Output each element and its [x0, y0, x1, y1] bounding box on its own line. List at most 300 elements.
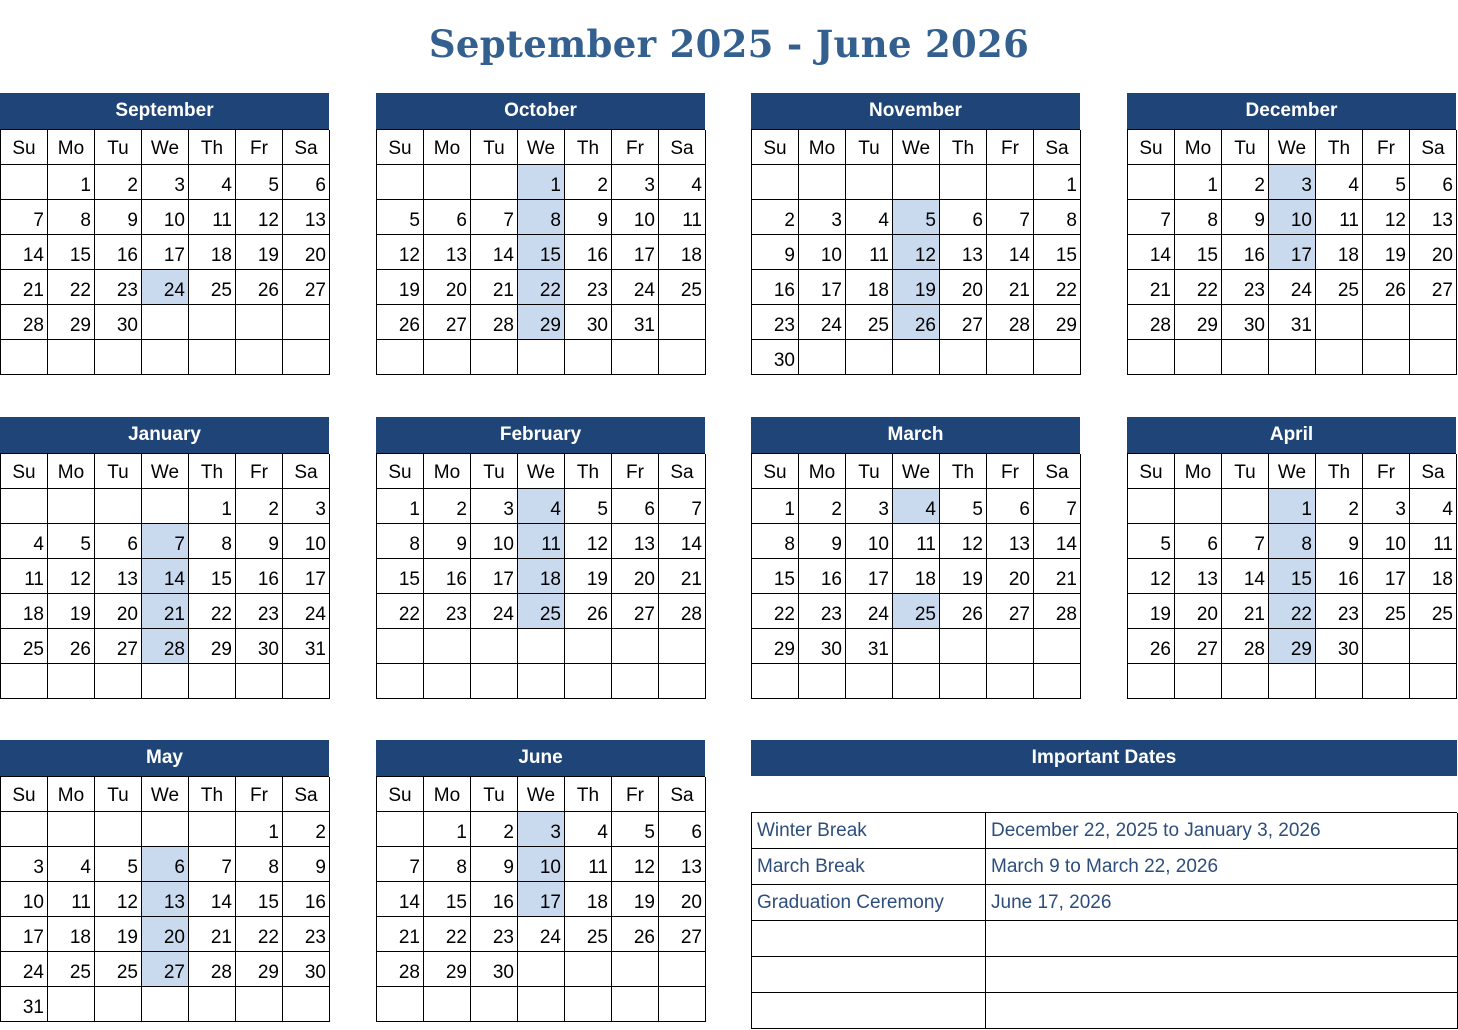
- day-cell: 23: [236, 594, 283, 629]
- important-dates-panel: [751, 740, 1457, 1029]
- empty-day-cell: [1363, 305, 1410, 340]
- month-june: [376, 740, 705, 1022]
- day-cell: 12: [565, 524, 612, 559]
- month-days-grid: [376, 453, 705, 699]
- day-cell: 31: [612, 305, 659, 340]
- empty-day-cell: [283, 987, 330, 1022]
- event-name-cell: [752, 993, 986, 1029]
- day-cell: 30: [1222, 305, 1269, 340]
- day-cell: 12: [377, 235, 424, 270]
- day-cell: 31: [283, 629, 330, 664]
- day-cell: 20: [612, 559, 659, 594]
- empty-day-cell: [1034, 340, 1081, 375]
- day-cell: 22: [189, 594, 236, 629]
- empty-day-cell: [1128, 340, 1175, 375]
- empty-day-cell: [1128, 489, 1175, 524]
- day-cell: 30: [1316, 629, 1363, 664]
- day-cell: 8: [377, 524, 424, 559]
- day-cell: 23: [283, 917, 330, 952]
- weekday-header: Th: [565, 130, 612, 165]
- empty-day-cell: [1034, 629, 1081, 664]
- day-cell: 7: [471, 200, 518, 235]
- day-cell: 16: [1222, 235, 1269, 270]
- day-cell: 8: [48, 200, 95, 235]
- day-cell: 21: [377, 917, 424, 952]
- day-cell: 21: [189, 917, 236, 952]
- day-cell: 24: [1269, 270, 1316, 305]
- day-cell: 13: [142, 882, 189, 917]
- empty-day-cell: [659, 340, 706, 375]
- day-cell: 10: [799, 235, 846, 270]
- empty-day-cell: [518, 629, 565, 664]
- day-cell: 16: [424, 559, 471, 594]
- day-cell: 7: [987, 200, 1034, 235]
- month-march: [751, 417, 1080, 699]
- day-cell: 26: [377, 305, 424, 340]
- empty-day-cell: [95, 489, 142, 524]
- day-cell: 17: [1363, 559, 1410, 594]
- day-cell: 14: [1, 235, 48, 270]
- empty-day-cell: [95, 340, 142, 375]
- day-cell: 5: [612, 812, 659, 847]
- weekday-header: Fr: [987, 130, 1034, 165]
- day-cell: 1: [424, 812, 471, 847]
- empty-day-cell: [1034, 664, 1081, 699]
- weekday-header: We: [893, 130, 940, 165]
- weekday-header: Th: [1316, 454, 1363, 489]
- day-cell: 12: [48, 559, 95, 594]
- event-date-cell: [986, 993, 1458, 1029]
- day-cell: 29: [236, 952, 283, 987]
- empty-day-cell: [48, 340, 95, 375]
- day-cell: 14: [659, 524, 706, 559]
- empty-day-cell: [1175, 664, 1222, 699]
- weekday-header: Mo: [424, 454, 471, 489]
- event-name-cell: Graduation Ceremony: [752, 885, 986, 921]
- day-cell: 4: [48, 847, 95, 882]
- day-cell: 12: [95, 882, 142, 917]
- day-cell: 10: [1269, 200, 1316, 235]
- day-cell: 27: [283, 270, 330, 305]
- day-cell: 5: [48, 524, 95, 559]
- empty-day-cell: [659, 629, 706, 664]
- day-cell: 30: [565, 305, 612, 340]
- day-cell: 17: [799, 270, 846, 305]
- day-cell: 23: [1222, 270, 1269, 305]
- month-days-grid: [376, 776, 705, 1022]
- day-cell: 7: [142, 524, 189, 559]
- day-cell: 27: [659, 917, 706, 952]
- weekday-header: Sa: [1034, 454, 1081, 489]
- weekday-header: We: [142, 130, 189, 165]
- weekday-header: Mo: [48, 454, 95, 489]
- weekday-header: Fr: [612, 777, 659, 812]
- weekday-header: We: [142, 454, 189, 489]
- day-cell: 17: [471, 559, 518, 594]
- empty-day-cell: [189, 812, 236, 847]
- month-header: June: [376, 740, 705, 776]
- empty-day-cell: [518, 340, 565, 375]
- day-cell: 22: [518, 270, 565, 305]
- day-cell: 20: [940, 270, 987, 305]
- empty-day-cell: [377, 629, 424, 664]
- weekday-header: Fr: [236, 454, 283, 489]
- day-cell: 10: [1363, 524, 1410, 559]
- empty-day-cell: [377, 987, 424, 1022]
- day-cell: 19: [1363, 235, 1410, 270]
- weekday-header: Tu: [1222, 454, 1269, 489]
- day-cell: 22: [377, 594, 424, 629]
- empty-day-cell: [612, 664, 659, 699]
- month-header: September: [0, 93, 329, 129]
- day-cell: 12: [940, 524, 987, 559]
- day-cell: 17: [1, 917, 48, 952]
- empty-day-cell: [1363, 629, 1410, 664]
- empty-day-cell: [1363, 340, 1410, 375]
- day-cell: 13: [1175, 559, 1222, 594]
- day-cell: 13: [283, 200, 330, 235]
- day-cell: 23: [565, 270, 612, 305]
- day-cell: 25: [1316, 270, 1363, 305]
- empty-day-cell: [659, 305, 706, 340]
- day-cell: 15: [1269, 559, 1316, 594]
- day-cell: 24: [612, 270, 659, 305]
- day-cell: 11: [1410, 524, 1457, 559]
- empty-day-cell: [752, 165, 799, 200]
- day-cell: 8: [424, 847, 471, 882]
- weekday-header: Sa: [1410, 454, 1457, 489]
- month-february: [376, 417, 705, 699]
- day-cell: 2: [799, 489, 846, 524]
- day-cell: 1: [1269, 489, 1316, 524]
- weekday-header: Su: [1128, 454, 1175, 489]
- weekday-header: Fr: [987, 454, 1034, 489]
- day-cell: 10: [142, 200, 189, 235]
- day-cell: 9: [1316, 524, 1363, 559]
- day-cell: 10: [612, 200, 659, 235]
- day-cell: 29: [1034, 305, 1081, 340]
- day-cell: 25: [1, 629, 48, 664]
- weekday-header: Sa: [283, 130, 330, 165]
- empty-day-cell: [142, 664, 189, 699]
- day-cell: 5: [95, 847, 142, 882]
- weekday-header: Th: [189, 130, 236, 165]
- day-cell: 14: [471, 235, 518, 270]
- day-cell: 23: [95, 270, 142, 305]
- empty-day-cell: [1316, 305, 1363, 340]
- weekday-header: Su: [377, 130, 424, 165]
- weekday-header: Sa: [659, 454, 706, 489]
- day-cell: 2: [1222, 165, 1269, 200]
- day-cell: 19: [377, 270, 424, 305]
- day-cell: 26: [940, 594, 987, 629]
- day-cell: 8: [1269, 524, 1316, 559]
- day-cell: 5: [565, 489, 612, 524]
- day-cell: 7: [1034, 489, 1081, 524]
- day-cell: 8: [752, 524, 799, 559]
- day-cell: 6: [95, 524, 142, 559]
- day-cell: 21: [1034, 559, 1081, 594]
- day-cell: 19: [95, 917, 142, 952]
- day-cell: 29: [1175, 305, 1222, 340]
- day-cell: 19: [565, 559, 612, 594]
- weekday-header: Mo: [1175, 454, 1222, 489]
- day-cell: 2: [471, 812, 518, 847]
- weekday-header: Mo: [48, 130, 95, 165]
- day-cell: 24: [1, 952, 48, 987]
- empty-day-cell: [612, 952, 659, 987]
- day-cell: 28: [987, 305, 1034, 340]
- empty-day-cell: [987, 340, 1034, 375]
- month-may: [0, 740, 329, 1022]
- day-cell: 2: [565, 165, 612, 200]
- day-cell: 7: [377, 847, 424, 882]
- weekday-header: Mo: [424, 130, 471, 165]
- weekday-header: Sa: [659, 130, 706, 165]
- weekday-header: Mo: [424, 777, 471, 812]
- event-name-cell: March Break: [752, 849, 986, 885]
- day-cell: 18: [1410, 559, 1457, 594]
- empty-day-cell: [236, 305, 283, 340]
- day-cell: 23: [752, 305, 799, 340]
- day-cell: 5: [893, 200, 940, 235]
- weekday-header: Th: [189, 454, 236, 489]
- day-cell: 29: [1269, 629, 1316, 664]
- day-cell: 3: [1363, 489, 1410, 524]
- day-cell: 18: [565, 882, 612, 917]
- day-cell: 15: [377, 559, 424, 594]
- day-cell: 7: [189, 847, 236, 882]
- weekday-header: We: [1269, 454, 1316, 489]
- empty-day-cell: [377, 165, 424, 200]
- day-cell: 12: [236, 200, 283, 235]
- empty-day-cell: [1175, 340, 1222, 375]
- month-january: [0, 417, 329, 699]
- day-cell: 17: [283, 559, 330, 594]
- day-cell: 31: [1, 987, 48, 1022]
- month-november: [751, 93, 1080, 375]
- day-cell: 15: [424, 882, 471, 917]
- day-cell: 16: [471, 882, 518, 917]
- empty-day-cell: [565, 629, 612, 664]
- day-cell: 26: [565, 594, 612, 629]
- empty-day-cell: [893, 340, 940, 375]
- empty-day-cell: [1410, 664, 1457, 699]
- day-cell: 15: [1034, 235, 1081, 270]
- empty-day-cell: [518, 952, 565, 987]
- weekday-header: We: [518, 777, 565, 812]
- empty-day-cell: [987, 165, 1034, 200]
- empty-day-cell: [1222, 489, 1269, 524]
- day-cell: 6: [1410, 165, 1457, 200]
- day-cell: 9: [424, 524, 471, 559]
- day-cell: 23: [1316, 594, 1363, 629]
- event-date-cell: June 17, 2026: [986, 885, 1458, 921]
- day-cell: 19: [612, 882, 659, 917]
- empty-day-cell: [940, 340, 987, 375]
- empty-day-cell: [1410, 305, 1457, 340]
- event-name-cell: [752, 957, 986, 993]
- day-cell: 1: [236, 812, 283, 847]
- important-dates-header: Important Dates: [751, 740, 1457, 776]
- month-april: [1127, 417, 1456, 699]
- weekday-header: Sa: [1410, 130, 1457, 165]
- day-cell: 29: [424, 952, 471, 987]
- weekday-header: Fr: [612, 130, 659, 165]
- day-cell: 16: [236, 559, 283, 594]
- event-date-cell: [986, 957, 1458, 993]
- empty-day-cell: [142, 812, 189, 847]
- day-cell: 14: [189, 882, 236, 917]
- day-cell: 5: [1363, 165, 1410, 200]
- empty-day-cell: [1, 812, 48, 847]
- day-cell: 20: [659, 882, 706, 917]
- empty-day-cell: [1, 489, 48, 524]
- day-cell: 29: [48, 305, 95, 340]
- day-cell: 13: [940, 235, 987, 270]
- day-cell: 22: [1034, 270, 1081, 305]
- empty-day-cell: [846, 165, 893, 200]
- day-cell: 7: [659, 489, 706, 524]
- day-cell: 4: [565, 812, 612, 847]
- day-cell: 24: [799, 305, 846, 340]
- day-cell: 18: [189, 235, 236, 270]
- day-cell: 6: [659, 812, 706, 847]
- day-cell: 26: [612, 917, 659, 952]
- day-cell: 27: [142, 952, 189, 987]
- day-cell: 9: [799, 524, 846, 559]
- day-cell: 3: [1269, 165, 1316, 200]
- day-cell: 25: [189, 270, 236, 305]
- weekday-header: We: [142, 777, 189, 812]
- day-cell: 18: [893, 559, 940, 594]
- day-cell: 8: [1034, 200, 1081, 235]
- empty-day-cell: [752, 664, 799, 699]
- empty-day-cell: [236, 664, 283, 699]
- empty-day-cell: [612, 340, 659, 375]
- empty-day-cell: [142, 305, 189, 340]
- day-cell: 12: [1363, 200, 1410, 235]
- day-cell: 8: [189, 524, 236, 559]
- day-cell: 18: [1316, 235, 1363, 270]
- day-cell: 19: [940, 559, 987, 594]
- day-cell: 14: [1034, 524, 1081, 559]
- day-cell: 9: [1222, 200, 1269, 235]
- day-cell: 7: [1, 200, 48, 235]
- empty-day-cell: [48, 812, 95, 847]
- day-cell: 5: [1128, 524, 1175, 559]
- day-cell: 6: [424, 200, 471, 235]
- day-cell: 26: [1128, 629, 1175, 664]
- weekday-header: Mo: [48, 777, 95, 812]
- day-cell: 22: [1269, 594, 1316, 629]
- day-cell: 17: [518, 882, 565, 917]
- empty-day-cell: [893, 664, 940, 699]
- empty-day-cell: [1128, 165, 1175, 200]
- day-cell: 4: [659, 165, 706, 200]
- weekday-header: Su: [752, 130, 799, 165]
- month-days-grid: [751, 129, 1080, 375]
- month-header: November: [751, 93, 1080, 129]
- day-cell: 17: [612, 235, 659, 270]
- day-cell: 23: [799, 594, 846, 629]
- event-date-cell: December 22, 2025 to January 3, 2026: [986, 813, 1458, 849]
- day-cell: 24: [518, 917, 565, 952]
- month-header: May: [0, 740, 329, 776]
- day-cell: 11: [48, 882, 95, 917]
- day-cell: 26: [236, 270, 283, 305]
- empty-day-cell: [987, 664, 1034, 699]
- day-cell: 3: [142, 165, 189, 200]
- day-cell: 20: [424, 270, 471, 305]
- day-cell: 10: [846, 524, 893, 559]
- empty-day-cell: [424, 987, 471, 1022]
- day-cell: 25: [846, 305, 893, 340]
- day-cell: 21: [659, 559, 706, 594]
- day-cell: 17: [142, 235, 189, 270]
- event-name-cell: Winter Break: [752, 813, 986, 849]
- day-cell: 28: [1128, 305, 1175, 340]
- weekday-header: Th: [940, 454, 987, 489]
- weekday-header: Fr: [236, 777, 283, 812]
- day-cell: 9: [471, 847, 518, 882]
- empty-day-cell: [940, 165, 987, 200]
- day-cell: 21: [1222, 594, 1269, 629]
- day-cell: 6: [1175, 524, 1222, 559]
- month-header: February: [376, 417, 705, 453]
- day-cell: 14: [1222, 559, 1269, 594]
- event-date-cell: March 9 to March 22, 2026: [986, 849, 1458, 885]
- day-cell: 20: [987, 559, 1034, 594]
- day-cell: 27: [424, 305, 471, 340]
- empty-day-cell: [565, 340, 612, 375]
- day-cell: 3: [846, 489, 893, 524]
- day-cell: 19: [1128, 594, 1175, 629]
- day-cell: 15: [518, 235, 565, 270]
- month-days-grid: [0, 453, 329, 699]
- day-cell: 9: [565, 200, 612, 235]
- empty-day-cell: [799, 340, 846, 375]
- empty-day-cell: [471, 987, 518, 1022]
- day-cell: 24: [283, 594, 330, 629]
- empty-day-cell: [1363, 664, 1410, 699]
- day-cell: 20: [142, 917, 189, 952]
- weekday-header: Tu: [471, 777, 518, 812]
- day-cell: 25: [1410, 594, 1457, 629]
- day-cell: 13: [424, 235, 471, 270]
- day-cell: 13: [612, 524, 659, 559]
- day-cell: 21: [471, 270, 518, 305]
- empty-day-cell: [424, 340, 471, 375]
- weekday-header: Mo: [799, 454, 846, 489]
- weekday-header: Fr: [1363, 454, 1410, 489]
- empty-day-cell: [799, 165, 846, 200]
- weekday-header: Tu: [846, 454, 893, 489]
- day-cell: 13: [987, 524, 1034, 559]
- day-cell: 28: [142, 629, 189, 664]
- empty-day-cell: [1, 165, 48, 200]
- day-cell: 6: [612, 489, 659, 524]
- day-cell: 13: [659, 847, 706, 882]
- day-cell: 16: [283, 882, 330, 917]
- empty-day-cell: [1128, 664, 1175, 699]
- month-days-grid: [376, 129, 705, 375]
- month-header: March: [751, 417, 1080, 453]
- empty-day-cell: [659, 664, 706, 699]
- weekday-header: Fr: [236, 130, 283, 165]
- day-cell: 21: [142, 594, 189, 629]
- day-cell: 4: [893, 489, 940, 524]
